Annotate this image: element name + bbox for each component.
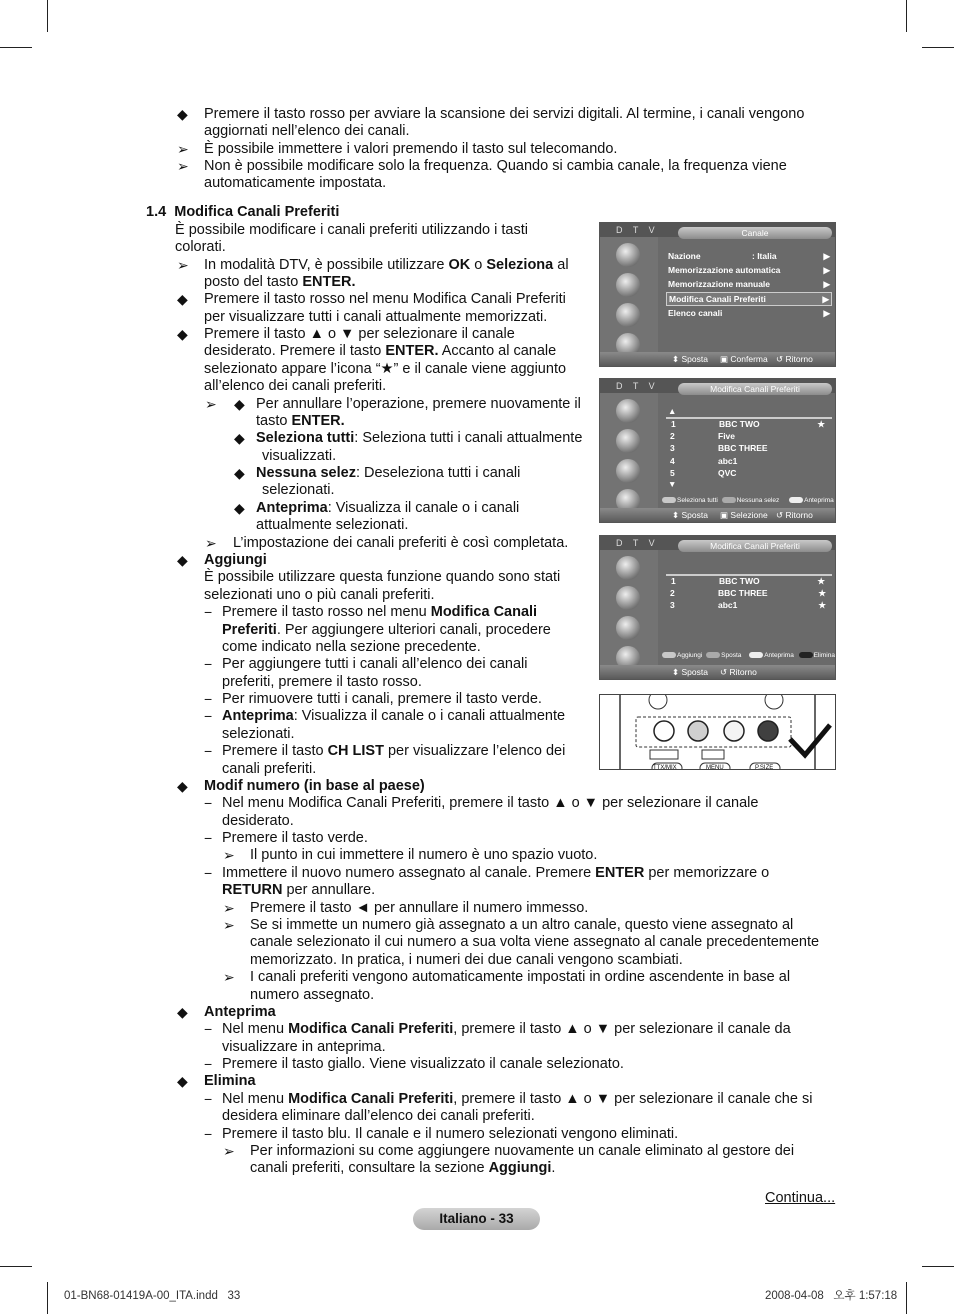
picture-icon xyxy=(616,586,640,610)
text-line: tasto ENTER. xyxy=(256,413,345,429)
text-line: memorizzato. In pratica, i numeri dei due canali vengono scambiati. xyxy=(250,952,683,968)
arrow-bullet: ➢ xyxy=(205,535,217,551)
arrow-bullet: ➢ xyxy=(223,917,235,933)
continue-link: Continua... xyxy=(765,1190,836,1206)
text-line: RETURN per annullare. xyxy=(222,882,376,898)
text-line: selezionati. xyxy=(262,482,335,498)
menu-item-manual-store: Memorizzazione manuale ▶ xyxy=(668,279,830,289)
text-line: desiderato. xyxy=(222,813,294,829)
intro-line: automaticamente impostata. xyxy=(204,175,387,191)
crop-mark xyxy=(906,0,907,32)
text-line: I canali preferiti vengono automaticamente impostati in ordine ascendente in base al xyxy=(250,969,791,985)
text-line: selezionato appare l’icona “★” e il canale viene aggiunto xyxy=(204,361,567,377)
dash-bullet: − xyxy=(204,743,213,759)
text-line: È possibile modificare i canali preferiti utilizzando i tasti xyxy=(175,222,528,238)
menu-sidebar xyxy=(600,393,658,508)
setup-gear-icon xyxy=(616,616,640,640)
menu-sidebar xyxy=(600,237,658,352)
remote-drawing xyxy=(600,695,836,770)
text-line: Anteprima: Visualizza il canale o i canali xyxy=(256,500,520,516)
text-line: canali preferiti. xyxy=(222,761,317,777)
color-key-legend: Seleziona tutti Nessuna selez Anteprima xyxy=(662,495,834,507)
dash-bullet: − xyxy=(204,708,213,724)
crop-mark xyxy=(0,47,32,48)
psize-button: P.SIZE xyxy=(755,765,774,770)
footer-date: 2008-04-08 오후 1:57:18 xyxy=(765,1290,898,1302)
diamond-bullet: ◆ xyxy=(177,778,188,794)
crop-mark xyxy=(0,1266,32,1267)
text-line: È possibile utilizzare questa funzione quando sono stati xyxy=(204,569,561,585)
text-line: Seleziona tutti: Seleziona tutti i canali attualmente xyxy=(256,430,583,446)
diamond-bullet: ◆ xyxy=(234,465,245,481)
channel-row: 1 BBC TWO ★ xyxy=(666,574,832,576)
text-line: Anteprima: Visualizza il canale o i canali attualmente xyxy=(222,708,566,724)
text-line: In modalità DTV, è possibile utilizzare OK o Seleziona al xyxy=(204,257,569,273)
diamond-bullet: ◆ xyxy=(177,552,188,568)
diamond-bullet: ◆ xyxy=(177,1004,188,1020)
text-line: canali preferiti, consultare la sezione Aggiungi. xyxy=(250,1160,556,1176)
diamond-bullet: ◆ xyxy=(177,291,188,307)
arrow-bullet: ➢ xyxy=(223,900,235,916)
arrow-bullet: ➢ xyxy=(223,847,235,863)
footer-file: 01-BN68-01419A-00_ITA.indd 33 xyxy=(64,1290,241,1302)
dash-bullet: − xyxy=(204,830,213,846)
intro-line: Premere il tasto rosso per avviare la scansione dei servizi digitali. Al termine, i canali vengono xyxy=(204,106,805,122)
setup-gear-icon xyxy=(616,303,640,327)
input-icon xyxy=(616,399,640,423)
scroll-up-icon: ▲ xyxy=(668,406,677,416)
color-key-legend: Aggiungi Sposta Anteprima Elimina xyxy=(662,650,835,662)
page-number-badge: Italiano - 33 xyxy=(413,1208,540,1230)
dtv-label: D T V xyxy=(616,225,659,235)
dash-bullet: − xyxy=(204,865,213,881)
text-line: Se si immette un numero già assegnato a un altro canale, questo viene assegnato al xyxy=(250,917,794,933)
tv-menu-canale xyxy=(599,222,836,367)
intro-line: aggiornati nell’elenco dei canali. xyxy=(204,123,410,139)
text-line: Nel menu Modifica Canali Preferiti, premere il tasto ▲ o ▼ per selezionare il canale xyxy=(222,795,759,811)
dash-bullet: − xyxy=(204,656,213,672)
diamond-bullet: ◆ xyxy=(234,396,245,412)
text-line: Per informazioni su come aggiungere nuovamente un canale eliminato al gestore dei xyxy=(250,1143,795,1159)
channel-row: 1 BBC TWO ★ xyxy=(666,417,832,419)
text-line: Per rimuovere tutti i canali, premere il tasto verde. xyxy=(222,691,542,707)
menu-footer: ⬍ Sposta ↺ Ritorno xyxy=(600,665,835,679)
diamond-bullet: ◆ xyxy=(177,1073,188,1089)
menu-title: Modifica Canali Preferiti xyxy=(678,540,832,552)
setup-gear-icon xyxy=(616,459,640,483)
scroll-down-icon: ▼ xyxy=(668,479,677,489)
text-line: Premere il tasto verde. xyxy=(222,830,368,846)
text-line: Nel menu Modifica Canali Preferiti, premere il tasto ▲ o ▼ per selezionare il canale che si xyxy=(222,1091,813,1107)
text-line: Per annullare l’operazione, premere nuovamente il xyxy=(256,396,581,412)
text-line: Nel menu Modifica Canali Preferiti, premere il tasto ▲ o ▼ per selezionare il canale da xyxy=(222,1021,791,1037)
input-icon xyxy=(616,556,640,580)
intro-line: Non è possibile modificare solo la frequenza. Quando si cambia canale, la frequenza viene xyxy=(204,158,787,174)
menu-sidebar xyxy=(600,550,658,665)
tv-menu-fav-list: D T V Modifica Canali Preferiti 1 BBC TWO ★ 2 BBC THREE ★ 3 abc1 ★ Aggiungi Sposta Anteprima Elimina ⬍ Sposta ↺ Ritorno xyxy=(599,535,836,680)
menu-item-auto-store: Memorizzazione automatica ▶ xyxy=(668,265,830,275)
text-line: Il punto in cui immettere il numero è uno spazio vuoto. xyxy=(250,847,598,863)
ttx-mix-button: TTX/MIX xyxy=(653,765,677,770)
arrow-bullet: ➢ xyxy=(205,396,217,412)
dash-bullet: − xyxy=(204,1021,213,1037)
arrow-bullet: ➢ xyxy=(223,1143,235,1159)
section-heading xyxy=(146,204,339,221)
text-line: Premere il tasto CH LIST per visualizzare l’elenco dei xyxy=(222,743,566,759)
text-line: Premere il tasto ◄ per annullare il numero immesso. xyxy=(250,900,589,916)
text-line: posto del tasto ENTER. xyxy=(204,274,356,290)
text-line: colorati. xyxy=(175,239,226,255)
text-line: preferiti, premere il tasto rosso. xyxy=(222,674,422,690)
subheading: Aggiungi xyxy=(204,552,267,568)
dash-bullet: − xyxy=(204,1126,213,1142)
intro-line: È possibile immettere i valori premendo il tasto sul telecomando. xyxy=(204,141,618,157)
menu-footer: ⬍ Sposta ▣ Selezione ↺ Ritorno xyxy=(600,508,835,522)
crop-mark xyxy=(47,1282,48,1314)
diamond-bullet: ◆ xyxy=(234,500,245,516)
text-line: canale selezionato il cui numero a sua volta viene assegnato al canale precedentemente xyxy=(250,934,820,950)
remote-illustration xyxy=(599,694,836,770)
dash-bullet: − xyxy=(204,691,213,707)
diamond-bullet: ◆ xyxy=(234,430,245,446)
arrow-bullet: ➢ xyxy=(177,141,189,157)
crop-mark xyxy=(922,47,954,48)
dash-bullet: − xyxy=(204,1056,213,1072)
input-icon xyxy=(616,243,640,267)
diamond-bullet: ◆ xyxy=(177,326,188,342)
subheading: Anteprima xyxy=(204,1004,276,1020)
text-line: all’elenco dei canali preferiti. xyxy=(204,378,387,394)
menu-title: Modifica Canali Preferiti xyxy=(678,383,832,395)
text-line: per visualizzare tutti i canali attualmente memorizzati. xyxy=(204,309,548,325)
text-line: L’impostazione dei canali preferiti è così completata. xyxy=(233,535,569,551)
text-line: Premere il tasto rosso nel menu Modifica Canali Preferiti xyxy=(204,291,566,307)
subheading: Elimina xyxy=(204,1073,256,1089)
crop-mark xyxy=(47,0,48,32)
menu-item-nazione: Nazione : Italia ▶ xyxy=(668,251,830,261)
text-line: desidera eliminare dall’elenco dei canali preferiti. xyxy=(222,1108,535,1124)
dash-bullet: − xyxy=(204,1091,213,1107)
text-line: Per aggiungere tutti i canali all’elenco dei canali xyxy=(222,656,528,672)
dtv-label: D T V xyxy=(616,538,659,548)
text-line: numero assegnato. xyxy=(250,987,375,1003)
text-line: selezionati uno o più canali preferiti. xyxy=(204,587,435,603)
text-line: selezionati. xyxy=(222,726,295,742)
menu-title: Canale xyxy=(678,227,832,239)
text-line: visualizzare in anteprima. xyxy=(222,1039,386,1055)
crop-mark xyxy=(922,1266,954,1267)
arrow-bullet: ➢ xyxy=(177,257,189,273)
menu-button: MENU xyxy=(706,765,724,770)
text-line: Premere il tasto blu. Il canale e il numero selezionati vengono eliminati. xyxy=(222,1126,679,1142)
picture-icon xyxy=(616,273,640,297)
section-title: Modifica Canali Preferiti xyxy=(174,204,340,220)
text-line: Nessuna selez: Deseleziona tutti i canali xyxy=(256,465,521,481)
dash-bullet: − xyxy=(204,604,213,620)
menu-item-fav-edit: Modifica Canali Preferiti ▶ xyxy=(666,292,832,306)
arrow-bullet: ➢ xyxy=(177,158,189,174)
text-line: desiderato. Premere il tasto ENTER. Accanto al canale xyxy=(204,343,557,359)
diamond-bullet: ◆ xyxy=(177,106,188,122)
text-line: Premere il tasto ▲ o ▼ per selezionare il canale xyxy=(204,326,515,342)
menu-item-channel-list: Elenco canali ▶ xyxy=(668,308,830,318)
text-line: visualizzati. xyxy=(262,448,337,464)
crop-mark xyxy=(906,1282,907,1314)
section-number: 1.4 xyxy=(146,204,167,220)
arrow-bullet: ➢ xyxy=(223,969,235,985)
picture-icon xyxy=(616,429,640,453)
text-line: attualmente selezionati. xyxy=(256,517,409,533)
tv-menu-fav-edit: D T V Modifica Canali Preferiti ▲ 1 BBC TWO ★ 2 Five 3 BBC THREE 4 abc1 5 QVC ▼ Seleziona tutti Nessuna selez Anteprima ⬍ Sposta ▣ Selezione ↺ Ritorno xyxy=(599,378,836,523)
text-line: come indicato nella sezione precedente. xyxy=(222,639,481,655)
text-line: Premere il tasto rosso nel menu Modifica Canali xyxy=(222,604,538,620)
text-line: Immettere il nuovo numero assegnato al canale. Premere ENTER per memorizzare o xyxy=(222,865,770,881)
dash-bullet: − xyxy=(204,795,213,811)
subheading: Modif numero (in base al paese) xyxy=(204,778,425,794)
text-line: Premere il tasto giallo. Viene visualizzato il canale selezionato. xyxy=(222,1056,624,1072)
dtv-label: D T V xyxy=(616,381,659,391)
menu-footer: ⬍ Sposta ▣ Conferma ↺ Ritorno xyxy=(600,352,835,366)
text-line: Preferiti. Per aggiungere ulteriori canali, procedere xyxy=(222,622,551,638)
